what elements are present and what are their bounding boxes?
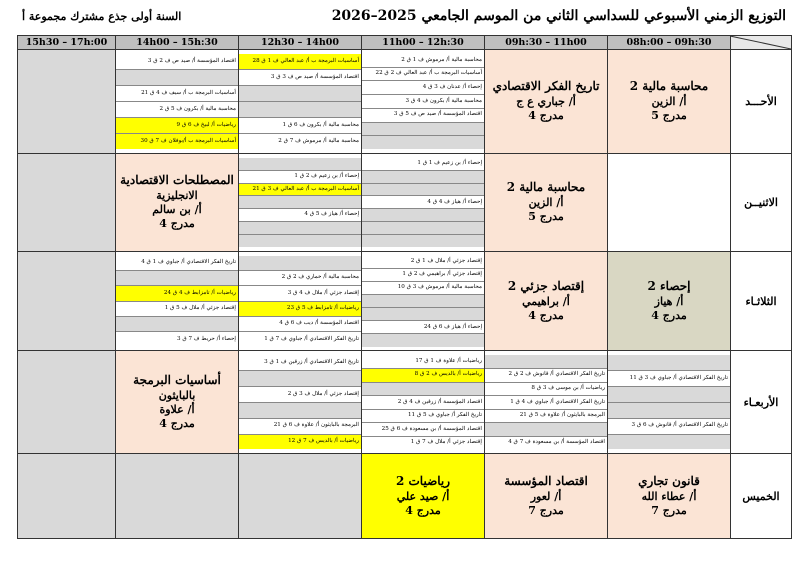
- session-row: [239, 102, 361, 118]
- course-line: أ/ بن سالم: [152, 203, 202, 217]
- time-slot-header: 08h:00 – 09h:30: [608, 36, 731, 50]
- course-line: إحصاء 2: [647, 278, 691, 293]
- session-row: رياضيات أ/ بن موسى ف 3 ق 8: [485, 383, 607, 397]
- empty-slot: [239, 454, 362, 539]
- course-line: بالبايثون: [158, 388, 196, 402]
- session-row: [239, 403, 361, 419]
- course-line: أ/ الزين: [651, 95, 687, 109]
- session-row: اقتصاد المؤسسة أ/ صيد ص ف 5 ق 3: [362, 109, 484, 123]
- group-sessions: [362, 351, 485, 454]
- course-line: أ/ عطاء الله: [641, 489, 697, 503]
- session-row: محاسبة مالية أ/ مرموش ف 1 ق 2: [362, 54, 484, 68]
- session-row: أساسيات البرمجة ب أ/ عبد العالي ف 3 ق 21: [239, 184, 361, 197]
- group-sessions: [608, 351, 731, 454]
- session-row: تاريخ الفكر الاقتصادي أ/ جباوي ف 7 ق 1: [264, 335, 359, 342]
- group-sessions: [485, 351, 608, 454]
- session-row: [239, 256, 361, 271]
- session-row: إحصاء أ/ بن زعيم ف 2 ق 1: [239, 171, 361, 184]
- session-row: اقتصاد المؤسسة أ/ زرقين ف 4 ق 2: [362, 396, 484, 410]
- session-row: محاسبة مالية أ/ بكرون ف 5 ق 2: [116, 102, 238, 118]
- day-label: الخميس: [731, 454, 792, 539]
- corner-cell: [731, 36, 792, 50]
- timetable: [17, 35, 792, 539]
- session-row: إقتصاد جزئي أ/ ملال ف 3 ق 2: [239, 387, 361, 403]
- session-row: محاسبة مالية أ/ مرموش ف 3 ق 10: [362, 282, 484, 295]
- course-line: رياضيات 2: [395, 474, 451, 489]
- course-line: مدرج 5: [528, 210, 564, 224]
- course-line: مدرج 4: [651, 308, 687, 322]
- session-row: [608, 355, 730, 371]
- session-row: أساسيات البرمجة ب أ/ عبد العالي ف 1 ق 28: [239, 54, 361, 70]
- group-sessions: [239, 351, 362, 454]
- session-row: رياضيات أ/ لبيخ ف 6 ق 9: [116, 118, 238, 134]
- course-line: مدرج 4: [159, 417, 195, 431]
- time-slot-header: 12h30 – 14h00: [239, 36, 362, 50]
- empty-slot: [18, 251, 116, 351]
- session-row: [362, 383, 484, 397]
- session-list: [239, 256, 361, 347]
- session-row: إقتصاد جزئي أ/ ملال ف 7 ق 1: [410, 439, 482, 446]
- session-list: [116, 256, 238, 347]
- session-row: [362, 136, 484, 149]
- session-row: إحصاء أ/ عدنان ف 3 ق 4: [362, 81, 484, 95]
- course-line: مدرج 4: [528, 109, 564, 123]
- session-row: [116, 70, 238, 86]
- session-list: [362, 256, 484, 347]
- session-row: [362, 123, 484, 137]
- session-list: [116, 54, 238, 149]
- session-row: أساسيات البرمجة ب أ/ سيف ف 4 ق 21: [116, 86, 238, 102]
- session-row: [239, 371, 361, 387]
- session-row: [485, 355, 607, 369]
- course-line: أ/ الزين: [528, 195, 564, 209]
- day-row: [18, 251, 792, 351]
- session-row: البرمجة بالبايثون أ/ علاوة ف 6 ق 21: [239, 419, 361, 435]
- session-row: إحصاء أ/ حريط ف 7 ق 3: [177, 335, 236, 342]
- day-label: الأحـــد: [731, 50, 792, 154]
- session-row: محاسبة مالية أ/ مرموش ف 7 ق 2: [278, 137, 359, 144]
- session-row: محاسبة مالية أ/ بكرون ف 4 ق 3: [362, 95, 484, 109]
- session-list: [485, 355, 607, 449]
- day-row: [18, 50, 792, 154]
- session-row: رياضيات أ/ علاوة ف 1 ق 17: [362, 355, 484, 369]
- course-line: أ/ لعور: [530, 489, 562, 503]
- session-row: رياضيات أ/ بالديس ف 2 ق 8: [362, 369, 484, 383]
- session-row: إحصاء أ/ هياز ف 5 ق 4: [239, 209, 361, 222]
- course-line: أ/ صيد علي: [396, 489, 450, 503]
- course-block: [608, 50, 731, 154]
- session-row: إقتصاد جزئي أ/ ملال ف 1 ق 2: [362, 256, 484, 269]
- day-row: [18, 351, 792, 454]
- course-block: [362, 454, 485, 539]
- page-subtitle: السنة أولى جذع مشترك مجموعة أ: [22, 10, 182, 23]
- day-label: الاثنيــن: [731, 154, 792, 252]
- session-row: رياضيات أ/ تامزابط ف 4 ق 24: [116, 286, 238, 301]
- session-list: [608, 355, 730, 449]
- group-sessions: [362, 251, 485, 351]
- course-block: [485, 454, 608, 539]
- day-row: [18, 454, 792, 539]
- session-row: اقتصاد المؤسسة أ/ بن مسعودة ف 6 ق 25: [362, 423, 484, 437]
- time-slot-header: 11h00 – 12h:30: [362, 36, 485, 50]
- page-header: [0, 8, 798, 30]
- course-line: أ/ جباري ع ج: [516, 95, 576, 109]
- course-line: محاسبة مالية 2: [629, 79, 709, 94]
- page-title: التوزيع الزمني الأسبوعي للسداسي الثاني من الموسم الجامعي 2025–2026: [331, 8, 786, 24]
- session-row: [239, 158, 361, 171]
- session-list: [362, 355, 484, 449]
- session-row: إحصاء أ/ هياز ف 4 ق 4: [362, 196, 484, 209]
- empty-slot: [18, 154, 116, 252]
- group-sessions: [362, 50, 485, 154]
- session-row: تاريخ الفكر الاقتصادي أ/ زرقين ف 1 ق 3: [239, 355, 361, 371]
- course-block: [608, 454, 731, 539]
- session-row: إقتصاد جزئي أ/ براهيمي ف 2 ق 1: [362, 269, 484, 282]
- session-row: [608, 387, 730, 403]
- course-line: مدرج 4: [405, 504, 441, 517]
- session-row: [485, 423, 607, 437]
- session-row: [608, 403, 730, 419]
- session-row: تاريخ الفكر الاقتصادي أ/ جباوي ف 4 ق 1: [485, 396, 607, 410]
- session-row: إقتصاد جزئي أ/ ملال ف 5 ق 1: [116, 302, 238, 317]
- session-row: [362, 235, 484, 247]
- day-label: الثلاثـاء: [731, 251, 792, 351]
- session-row: أساسيات البرمجة ب أ/بوفلان ف 7 ق 30: [116, 134, 238, 149]
- session-list: [362, 54, 484, 149]
- session-row: [116, 271, 238, 286]
- session-row: اقتصاد المؤسسة أ/ صيد ص ف 2 ق 3: [116, 54, 238, 70]
- course-block: [608, 154, 731, 252]
- course-line: مدرج 7: [528, 504, 564, 517]
- session-row: رياضيات أ/ بالديس ف 7 ق 12: [239, 435, 361, 450]
- course-line: مدرج 5: [651, 109, 687, 123]
- session-row: اقتصاد المؤسسة أ/ بن مسعودة ف 7 ق 4: [508, 439, 605, 446]
- time-slot-header: 15h30 – 17h:00: [18, 36, 116, 50]
- empty-slot: [18, 50, 116, 154]
- course-line: تاريخ الفكر الاقتصادي: [492, 79, 600, 94]
- time-header-row: [18, 36, 792, 50]
- session-list: [239, 355, 361, 449]
- empty-slot: [116, 454, 239, 539]
- course-block: [485, 251, 608, 351]
- session-row: [362, 184, 484, 197]
- course-line: مدرج 4: [528, 308, 564, 322]
- session-row: إحصاء أ/ بن زعيم ف 1 ق 1: [362, 158, 484, 171]
- group-sessions: [239, 50, 362, 154]
- course-line: أ/ هياز: [654, 294, 684, 308]
- group-sessions: [362, 154, 485, 252]
- session-row: [239, 196, 361, 209]
- session-list: [239, 54, 361, 149]
- session-list: [362, 158, 484, 247]
- course-line: مدرج 4: [159, 217, 195, 231]
- session-list: [239, 158, 361, 247]
- session-row: إقتصاد جزئي أ/ ملال ف 4 ق 3: [239, 286, 361, 301]
- course-line: الانجليزية: [156, 188, 198, 202]
- group-sessions: [116, 251, 239, 351]
- session-row: أساسيات البرمجة ب أ/ عبد العالي ف 2 ق 22: [362, 68, 484, 82]
- session-row: تاريخ الفكر أ/ جباوي ف 5 ق 11: [362, 410, 484, 424]
- course-line: محاسبة مالية 2: [506, 180, 586, 195]
- group-sessions: [239, 251, 362, 351]
- course-line: أساسيات البرمجة: [133, 373, 221, 388]
- session-row: [362, 222, 484, 235]
- course-block: [116, 351, 239, 454]
- session-row: [608, 435, 730, 450]
- course-line: قانون تجاري: [638, 474, 700, 489]
- session-row: [239, 235, 361, 247]
- session-row: [362, 209, 484, 222]
- session-row: [362, 334, 484, 346]
- session-row: [362, 308, 484, 321]
- session-row: تاريخ الفكر الاقتصادي أ/ قانوش ف 6 ق 3: [608, 419, 730, 435]
- course-block: [485, 50, 608, 154]
- session-row: تاريخ الفكر الاقتصادي أ/ جباوي ف 1 ق 4: [116, 256, 238, 271]
- session-row: البرمجة بالبايثون أ/ علاوة ف 5 ق 21: [485, 410, 607, 424]
- session-row: رياضيات أ/ تامزابط ف 5 ق 23: [239, 302, 361, 317]
- day-label: الأربعـاء: [731, 351, 792, 454]
- session-row: [362, 295, 484, 308]
- session-row: تاريخ الفكر الاقتصادي أ/ قانوش ف 2 ق 2: [485, 369, 607, 383]
- diagonal-line: [731, 36, 792, 49]
- course-line: مدرج 7: [651, 504, 687, 517]
- session-row: [239, 222, 361, 235]
- course-line: المصطلحات الاقتصادية: [120, 173, 234, 188]
- day-row: [18, 154, 792, 252]
- session-row: [116, 317, 238, 332]
- session-row: إحصاء أ/ هياز ف 6 ق 24: [362, 321, 484, 334]
- session-row: محاسبة مالية أ/ بكرون ف 6 ق 1: [239, 118, 361, 134]
- course-block: [116, 154, 239, 252]
- session-row: تاريخ الفكر الاقتصادي أ/ جباوي ف 3 ق 11: [608, 371, 730, 387]
- group-sessions: [116, 50, 239, 154]
- course-line: أ/ براهيمي: [522, 294, 570, 308]
- session-row: اقتصاد المؤسسة أ/ ديب ف 6 ق 4: [239, 317, 361, 332]
- course-line: أ/ علاوة: [159, 403, 195, 417]
- empty-slot: [18, 351, 116, 454]
- course-block: [485, 154, 608, 252]
- time-slot-header: 14h00 – 15h:30: [116, 36, 239, 50]
- course-line: إقتصاد جزئي 2: [507, 278, 585, 293]
- session-row: اقتصاد المؤسسة أ/ صيد ص ف 3 ق 3: [239, 70, 361, 86]
- group-sessions: [239, 154, 362, 252]
- course-line: اقتصاد المؤسسة: [504, 474, 588, 489]
- time-slot-header: 09h:30 – 11h00: [485, 36, 608, 50]
- session-row: [239, 86, 361, 102]
- empty-slot: [18, 454, 116, 539]
- session-row: [362, 171, 484, 184]
- session-row: محاسبة مالية أ/ خماري ف 2 ق 2: [239, 271, 361, 286]
- course-block: [608, 251, 731, 351]
